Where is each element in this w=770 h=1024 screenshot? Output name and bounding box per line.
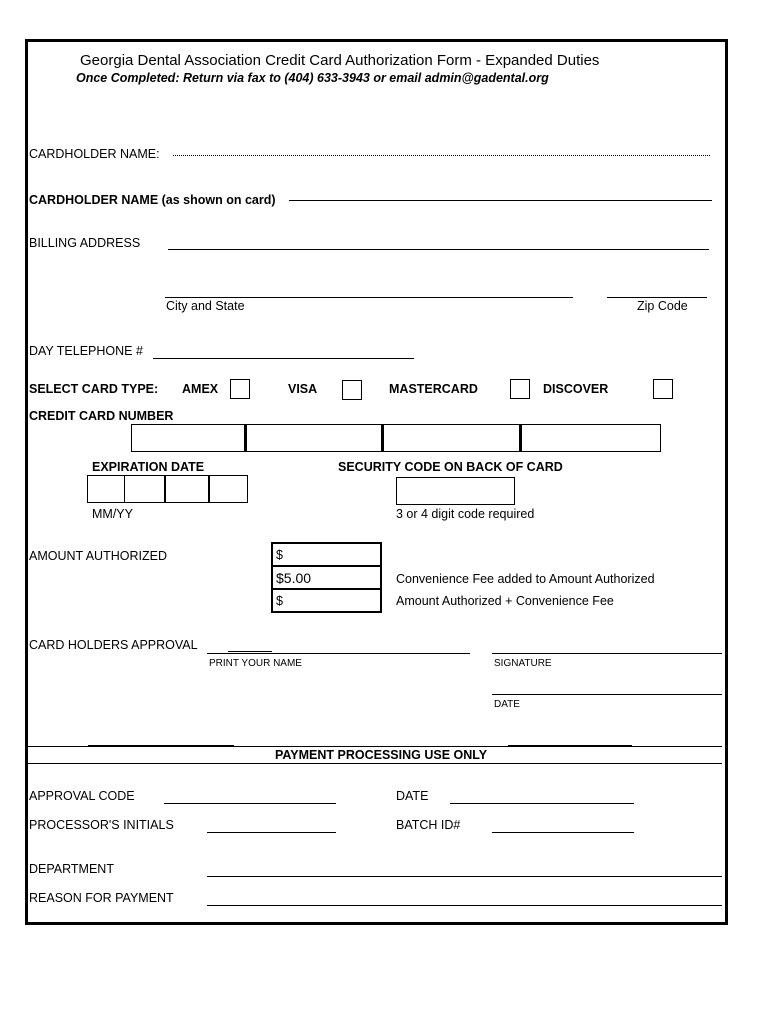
- expiration-format-label: MM/YY: [92, 507, 133, 521]
- amount-total-field[interactable]: [271, 588, 382, 613]
- print-name-field-accent: [228, 651, 272, 652]
- approval-date-label: DATE: [494, 699, 520, 710]
- convenience-fee-field: [271, 565, 382, 590]
- form-title: Georgia Dental Association Credit Card Authorization Form - Expanded Duties: [80, 52, 600, 69]
- department-label: DEPARTMENT: [29, 862, 114, 876]
- card-number-group-3[interactable]: [383, 424, 522, 452]
- cardholder-name-on-card-field[interactable]: [289, 200, 712, 201]
- card-number-group-2[interactable]: [246, 424, 384, 452]
- processing-date-field[interactable]: [450, 803, 634, 804]
- city-state-field[interactable]: [165, 297, 573, 298]
- card-type-visa-label: VISA: [288, 382, 318, 396]
- security-code-label: SECURITY CODE ON BACK OF CARD: [338, 460, 563, 474]
- day-telephone-field[interactable]: [153, 358, 414, 359]
- approval-code-label: APPROVAL CODE: [29, 789, 135, 803]
- cardholder-name-field[interactable]: [173, 155, 710, 156]
- cardholder-name-label: CARDHOLDER NAME:: [29, 147, 160, 161]
- card-type-amex-checkbox[interactable]: [230, 379, 250, 399]
- print-name-field[interactable]: [207, 653, 470, 654]
- department-field[interactable]: [207, 876, 722, 877]
- processing-date-label: DATE: [396, 789, 429, 803]
- expiration-digit-3[interactable]: [164, 475, 209, 503]
- processor-initials-field[interactable]: [207, 832, 336, 833]
- amount-total-note: Amount Authorized + Convenience Fee: [396, 594, 614, 608]
- approval-date-field[interactable]: [492, 694, 722, 695]
- approval-code-field[interactable]: [164, 803, 336, 804]
- billing-address-label: BILLING ADDRESS: [29, 236, 141, 250]
- convenience-fee-note: Convenience Fee added to Amount Authorized: [396, 572, 655, 586]
- batch-id-field[interactable]: [492, 832, 634, 833]
- credit-card-number-label: CREDIT CARD NUMBER: [29, 409, 174, 423]
- reason-for-payment-field[interactable]: [207, 905, 722, 906]
- expiration-digit-4[interactable]: [208, 475, 248, 503]
- batch-id-label: BATCH ID#: [396, 818, 461, 832]
- zip-code-field[interactable]: [607, 297, 707, 298]
- card-holders-approval-label: CARD HOLDERS APPROVAL: [29, 638, 198, 652]
- amount-authorized-field[interactable]: [271, 542, 382, 567]
- card-type-discover-checkbox[interactable]: [653, 379, 673, 399]
- expiration-date-label: EXPIRATION DATE: [92, 460, 205, 474]
- security-code-field[interactable]: [396, 477, 515, 505]
- card-type-mastercard-label: MASTERCARD: [389, 382, 478, 396]
- card-type-label: SELECT CARD TYPE:: [29, 382, 159, 396]
- processor-initials-label: PROCESSOR'S INITIALS: [29, 818, 174, 832]
- processing-divider-bottom: [25, 763, 722, 764]
- billing-address-field[interactable]: [168, 249, 709, 250]
- amount-authorized-label: AMOUNT AUTHORIZED: [29, 549, 167, 563]
- expiration-digit-2[interactable]: [124, 475, 165, 503]
- card-number-group-1[interactable]: [131, 424, 247, 452]
- city-state-label: City and State: [166, 299, 245, 313]
- card-type-visa-checkbox[interactable]: [342, 380, 362, 400]
- card-type-mastercard-checkbox[interactable]: [510, 379, 530, 399]
- security-code-note: 3 or 4 digit code required: [396, 507, 535, 521]
- amount-total-value: $: [276, 594, 283, 608]
- day-telephone-label: DAY TELEPHONE #: [29, 344, 143, 358]
- zip-code-label: Zip Code: [637, 299, 688, 313]
- card-number-group-4[interactable]: [521, 424, 661, 452]
- expiration-digit-1[interactable]: [87, 475, 125, 503]
- cardholder-name-on-card-label: CARDHOLDER NAME (as shown on card): [29, 193, 276, 207]
- card-type-amex-label: AMEX: [182, 382, 219, 396]
- signature-field[interactable]: [492, 653, 722, 654]
- print-name-label: PRINT YOUR NAME: [209, 658, 302, 669]
- card-type-discover-label: DISCOVER: [543, 382, 609, 396]
- reason-for-payment-label: REASON FOR PAYMENT: [29, 891, 174, 905]
- payment-processing-heading: PAYMENT PROCESSING USE ONLY: [275, 748, 488, 762]
- signature-label: SIGNATURE: [494, 658, 552, 669]
- amount-authorized-value: $: [276, 548, 283, 562]
- convenience-fee-value: $5.00: [276, 570, 312, 586]
- processing-divider-top: [25, 746, 722, 747]
- form-subtitle: Once Completed: Return via fax to (404) 633-3943 or email admin@gadental.org: [76, 71, 549, 85]
